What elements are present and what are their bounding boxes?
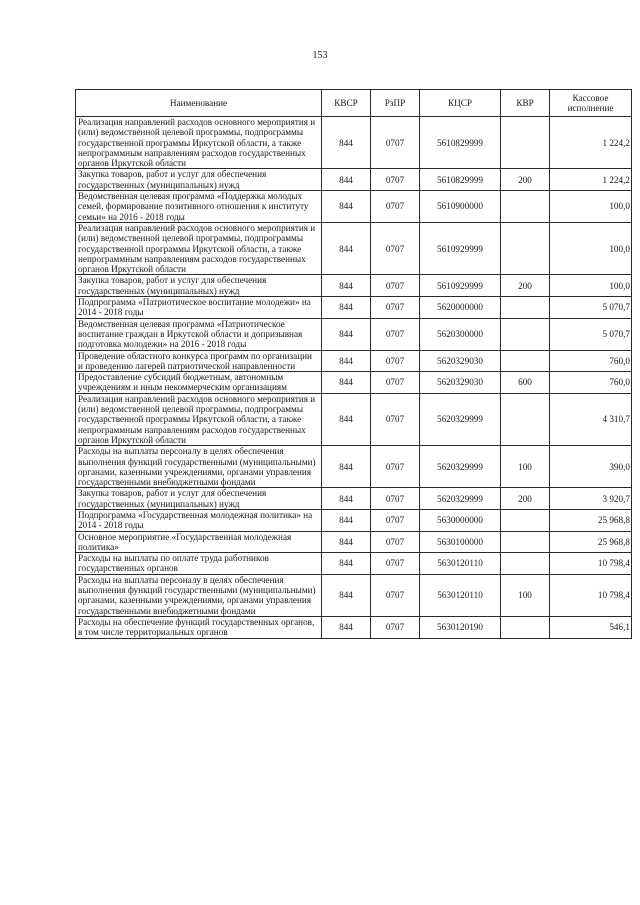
cell-kvr: 600: [501, 372, 550, 394]
cell-kvsr: 844: [322, 117, 371, 169]
cell-name: Расходы на обеспечение функций государственных органов, в том числе территориальных органов: [76, 616, 322, 638]
cell-kvr: [501, 297, 550, 319]
header-name: Наименование: [76, 90, 322, 117]
cell-rzpr: 0707: [371, 318, 420, 350]
cell-name: Реализация направлений расходов основного мероприятия и (или) ведомственной целевой программы, подпрограммы государственной программы Иркутской области, а также непрограммным направлениям расходов государственных органов Иркутской области: [76, 393, 322, 445]
cell-rzpr: 0707: [371, 372, 420, 394]
cell-amount: 5 070,7: [550, 297, 632, 319]
cell-rzpr: 0707: [371, 191, 420, 223]
cell-kvr: [501, 509, 550, 531]
cell-kvsr: 844: [322, 616, 371, 638]
cell-name: Реализация направлений расходов основного мероприятия и (или) ведомственной целевой программы, подпрограммы государственной программы Иркутской области, а также непрограммным направлениям расходов государственных органов Иркутской области: [76, 222, 322, 274]
cell-kcsr: 5610900000: [420, 191, 501, 223]
cell-kcsr: 5620329030: [420, 350, 501, 372]
cell-amount: 1 224,2: [550, 169, 632, 191]
cell-kvsr: 844: [322, 509, 371, 531]
table-row: [76, 574, 632, 616]
cell-kcsr: 5620329030: [420, 372, 501, 394]
cell-amount: 390,0: [550, 446, 632, 488]
cell-rzpr: 0707: [371, 553, 420, 575]
table-row: [76, 553, 632, 575]
cell-name: Расходы на выплаты персоналу в целях обеспечения выполнения функций государственными (муниципальными) органами, казенными учреждениями, органами управления государственными внебюджетными фондами: [76, 446, 322, 488]
header-row: [76, 90, 632, 117]
cell-kcsr: 5620329999: [420, 488, 501, 510]
cell-kvr: [501, 393, 550, 445]
table-row: [76, 318, 632, 350]
cell-kcsr: 5630000000: [420, 509, 501, 531]
cell-rzpr: 0707: [371, 117, 420, 169]
header-kvr: КВР: [501, 90, 550, 117]
cell-amount: 1 224,2: [550, 117, 632, 169]
cell-kvr: [501, 350, 550, 372]
cell-name: Расходы на выплаты по оплате труда работников государственных органов: [76, 553, 322, 575]
cell-kvsr: 844: [322, 446, 371, 488]
cell-kcsr: 5620329999: [420, 446, 501, 488]
cell-kvsr: 844: [322, 393, 371, 445]
cell-amount: 5 070,7: [550, 318, 632, 350]
cell-kvsr: 844: [322, 488, 371, 510]
cell-name: Проведение областного конкурса программ по организации и проведению лагерей патриотической направленности: [76, 350, 322, 372]
budget-table: [75, 89, 632, 639]
header-kvsr: КВСР: [322, 90, 371, 117]
cell-name: Расходы на выплаты персоналу в целях обеспечения выполнения функций государственными (муниципальными) органами, казенными учреждениями, органами управления государственными внебюджетными фондами: [76, 574, 322, 616]
cell-name: Ведомственная целевая программа «Поддержка молодых семей, формирование позитивного отношения к институту семьи» на 2016 - 2018 годы: [76, 191, 322, 223]
table-row: [76, 531, 632, 553]
cell-name: Закупка товаров, работ и услуг для обеспечения государственных (муниципальных) нужд: [76, 488, 322, 510]
cell-kvr: 100: [501, 446, 550, 488]
cell-amount: 4 310,7: [550, 393, 632, 445]
table-row: [76, 372, 632, 394]
table-row: [76, 509, 632, 531]
cell-amount: 25 968,8: [550, 531, 632, 553]
header-rzpr: РзПР: [371, 90, 420, 117]
table-row: [76, 275, 632, 297]
cell-amount: 10 798,4: [550, 574, 632, 616]
cell-kvr: [501, 531, 550, 553]
cell-kcsr: 5620329999: [420, 393, 501, 445]
cell-kcsr: 5610929999: [420, 222, 501, 274]
cell-kvr: [501, 191, 550, 223]
table-row: [76, 191, 632, 223]
cell-name: Предоставление субсидий бюджетным, автономным учреждениям и иным некоммерческим организациям: [76, 372, 322, 394]
cell-kvsr: 844: [322, 350, 371, 372]
table-row: [76, 393, 632, 445]
cell-rzpr: 0707: [371, 169, 420, 191]
cell-kvsr: 844: [322, 372, 371, 394]
cell-rzpr: 0707: [371, 446, 420, 488]
cell-name: Подпрограмма «Государственная молодежная политика» на 2014 - 2018 годы: [76, 509, 322, 531]
cell-rzpr: 0707: [371, 616, 420, 638]
table-row: [76, 616, 632, 638]
cell-kvr: 200: [501, 169, 550, 191]
cell-kvr: [501, 222, 550, 274]
cell-kcsr: 5610829999: [420, 169, 501, 191]
table-row: [76, 446, 632, 488]
cell-kvsr: 844: [322, 297, 371, 319]
cell-amount: 100,0: [550, 222, 632, 274]
cell-kvsr: 844: [322, 553, 371, 575]
cell-kcsr: 5630120190: [420, 616, 501, 638]
cell-rzpr: 0707: [371, 350, 420, 372]
cell-amount: 3 920,7: [550, 488, 632, 510]
cell-kvr: [501, 553, 550, 575]
header-kcsr: КЦСР: [420, 90, 501, 117]
cell-name: Подпрограмма «Патриотическое воспитание молодежи» на 2014 - 2018 годы: [76, 297, 322, 319]
cell-kvsr: 844: [322, 222, 371, 274]
cell-name: Закупка товаров, работ и услуг для обеспечения государственных (муниципальных) нужд: [76, 275, 322, 297]
cell-amount: 760,0: [550, 372, 632, 394]
cell-name: Реализация направлений расходов основного мероприятия и (или) ведомственной целевой программы, подпрограммы государственной программы Иркутской области, а также непрограммным направлениям расходов государственных органов Иркутской области: [76, 117, 322, 169]
cell-rzpr: 0707: [371, 509, 420, 531]
cell-kvr: 200: [501, 488, 550, 510]
cell-kvsr: 844: [322, 191, 371, 223]
cell-kvr: 200: [501, 275, 550, 297]
cell-kcsr: 5630100000: [420, 531, 501, 553]
cell-rzpr: 0707: [371, 574, 420, 616]
cell-kcsr: 5630120110: [420, 574, 501, 616]
table-row: [76, 169, 632, 191]
cell-rzpr: 0707: [371, 393, 420, 445]
cell-kvsr: 844: [322, 574, 371, 616]
page-number: 153: [312, 50, 328, 61]
table-row: [76, 297, 632, 319]
cell-amount: 546,1: [550, 616, 632, 638]
cell-name: Закупка товаров, работ и услуг для обеспечения государственных (муниципальных) нужд: [76, 169, 322, 191]
table-row: [76, 222, 632, 274]
cell-kcsr: 5620000000: [420, 297, 501, 319]
table-row: [76, 350, 632, 372]
cell-kvsr: 844: [322, 275, 371, 297]
cell-name: Ведомственная целевая программа «Патриотическое воспитание граждан в Иркутской области и допризывная подготовка молодежи» на 2016 - 2018 годы: [76, 318, 322, 350]
cell-amount: 10 798,4: [550, 553, 632, 575]
cell-kcsr: 5620300000: [420, 318, 501, 350]
cell-kvsr: 844: [322, 169, 371, 191]
cell-amount: 100,0: [550, 275, 632, 297]
cell-amount: 25 968,8: [550, 509, 632, 531]
header-amount: Кассовое исполнение: [550, 90, 632, 117]
cell-rzpr: 0707: [371, 531, 420, 553]
cell-kvsr: 844: [322, 531, 371, 553]
cell-rzpr: 0707: [371, 222, 420, 274]
cell-kvr: [501, 117, 550, 169]
cell-kcsr: 5610829999: [420, 117, 501, 169]
cell-kvr: [501, 616, 550, 638]
cell-kvr: [501, 318, 550, 350]
cell-amount: 760,0: [550, 350, 632, 372]
cell-rzpr: 0707: [371, 488, 420, 510]
table-row: [76, 117, 632, 169]
cell-amount: 100,0: [550, 191, 632, 223]
cell-rzpr: 0707: [371, 297, 420, 319]
cell-rzpr: 0707: [371, 275, 420, 297]
table-row: [76, 488, 632, 510]
cell-kcsr: 5610929999: [420, 275, 501, 297]
cell-kvsr: 844: [322, 318, 371, 350]
cell-name: Основное мероприятие «Государственная молодежная политика»: [76, 531, 322, 553]
cell-kvr: 100: [501, 574, 550, 616]
cell-kcsr: 5630120110: [420, 553, 501, 575]
